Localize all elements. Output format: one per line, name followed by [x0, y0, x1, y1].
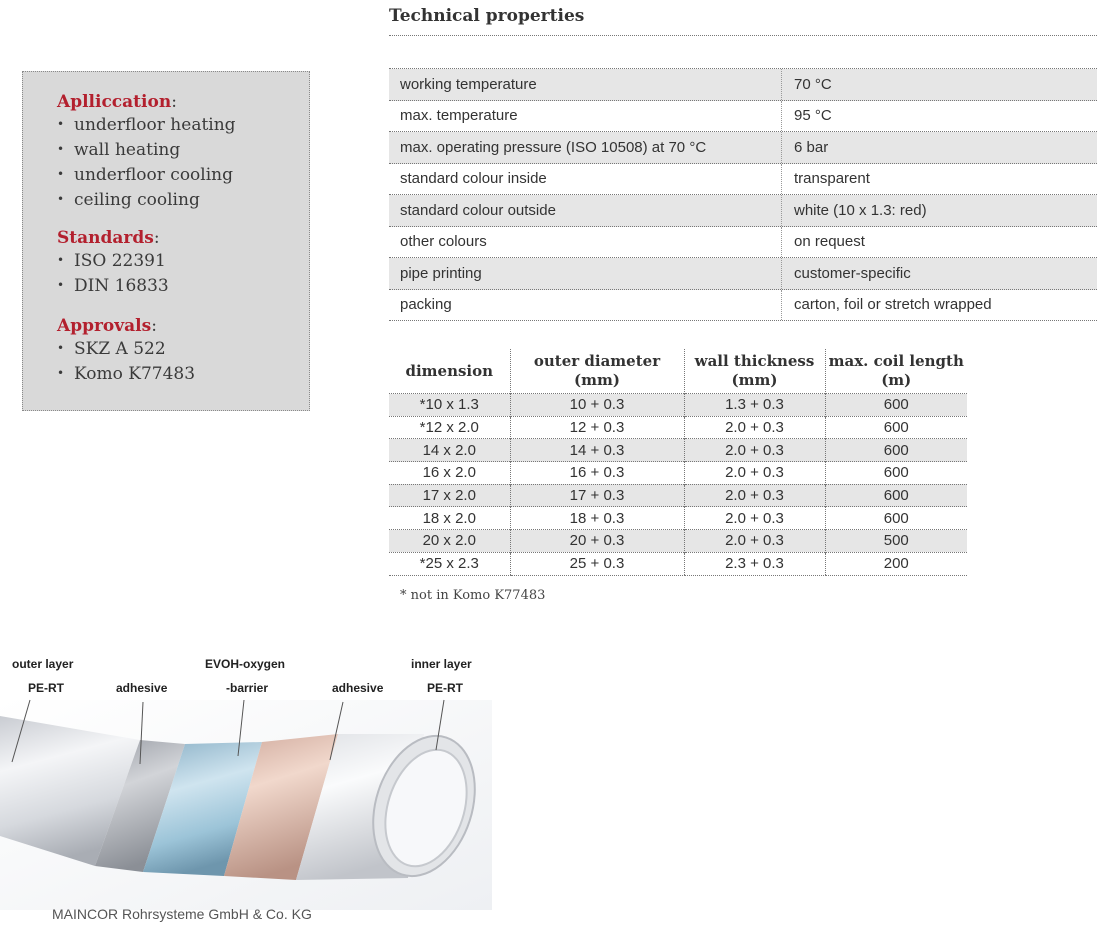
- cell-wall-thickness: 2.0 + 0.3: [684, 484, 825, 507]
- divider: [389, 35, 1097, 36]
- property-value: customer-specific: [794, 264, 911, 282]
- property-label: working temperature: [389, 69, 782, 100]
- cell-outer-diameter: 20 + 0.3: [510, 530, 684, 553]
- header-wall-thickness: wall thickness (mm): [684, 349, 825, 394]
- cell-dimension: 16 x 2.0: [389, 462, 510, 485]
- application-section: [57, 92, 236, 212]
- cell-dimension: *12 x 2.0: [389, 416, 510, 439]
- table-row: [389, 195, 1097, 227]
- cell-coil-length: 600: [825, 394, 967, 417]
- table-row: [389, 530, 967, 553]
- table-row: [389, 227, 1097, 259]
- pipe-cutaway-illustration: [0, 650, 495, 910]
- properties-table: [389, 68, 1097, 321]
- list-item: • SKZ A 522: [57, 339, 166, 359]
- property-value: on request: [794, 233, 865, 251]
- cell-dimension: 18 x 2.0: [389, 507, 510, 530]
- property-label: standard colour inside: [389, 164, 782, 195]
- cell-coil-length: 500: [825, 530, 967, 553]
- section-title: Technical properties: [389, 6, 585, 26]
- property-value: 70 °C: [794, 75, 832, 93]
- table-header-row: [389, 349, 967, 394]
- cell-dimension: *25 x 2.3: [389, 552, 510, 575]
- table-row: [389, 439, 967, 462]
- property-label: packing: [389, 290, 782, 321]
- dimensions-table: [389, 349, 967, 576]
- cell-outer-diameter: 10 + 0.3: [510, 394, 684, 417]
- label-adhesive-1: adhesive: [116, 681, 168, 695]
- application-heading: Aplliccation:: [57, 92, 177, 112]
- cell-outer-diameter: 16 + 0.3: [510, 462, 684, 485]
- cell-dimension: 20 x 2.0: [389, 530, 510, 553]
- cell-coil-length: 600: [825, 439, 967, 462]
- header-coil-length: max. coil length (m): [825, 349, 967, 394]
- property-label: pipe printing: [389, 258, 782, 289]
- list-item: • underfloor cooling: [57, 165, 234, 185]
- cell-coil-length: 600: [825, 416, 967, 439]
- list-item: • ISO 22391: [57, 251, 166, 271]
- property-label: max. operating pressure (ISO 10508) at 70 °C: [389, 132, 782, 163]
- cell-outer-diameter: 18 + 0.3: [510, 507, 684, 530]
- table-row: [389, 462, 967, 485]
- cell-outer-diameter: 17 + 0.3: [510, 484, 684, 507]
- cell-coil-length: 600: [825, 507, 967, 530]
- table-row: [389, 290, 1097, 322]
- cell-outer-diameter: 25 + 0.3: [510, 552, 684, 575]
- info-box: [22, 71, 310, 411]
- label-evoh: EVOH-oxygen: [205, 657, 286, 671]
- standards-list: [57, 248, 169, 298]
- property-value: 6 bar: [794, 138, 829, 156]
- table-row: [389, 101, 1097, 133]
- property-value: carton, foil or stretch wrapped: [794, 296, 992, 314]
- cell-wall-thickness: 2.0 + 0.3: [684, 416, 825, 439]
- approvals-heading: Approvals:: [57, 316, 157, 336]
- table-row: [389, 394, 967, 417]
- cell-wall-thickness: 2.0 + 0.3: [684, 507, 825, 530]
- property-value: transparent: [794, 170, 870, 188]
- table-row: [389, 69, 1097, 101]
- list-item: • ceiling cooling: [57, 190, 200, 210]
- table-row: [389, 416, 967, 439]
- cell-wall-thickness: 2.0 + 0.3: [684, 530, 825, 553]
- label-inner-material: PE-RT: [427, 681, 463, 695]
- label-barrier: -barrier: [226, 681, 269, 695]
- list-item: • underfloor heating: [57, 115, 236, 135]
- cell-outer-diameter: 12 + 0.3: [510, 416, 684, 439]
- table-row: [389, 552, 967, 575]
- cell-dimension: *10 x 1.3: [389, 394, 510, 417]
- label-outer-layer: outer layer: [12, 657, 74, 671]
- table-row: [389, 258, 1097, 290]
- cell-coil-length: 600: [825, 462, 967, 485]
- property-label: standard colour outside: [389, 195, 782, 226]
- table-row: [389, 484, 967, 507]
- cell-dimension: 14 x 2.0: [389, 439, 510, 462]
- cell-wall-thickness: 2.0 + 0.3: [684, 439, 825, 462]
- label-outer-material: PE-RT: [28, 681, 64, 695]
- footnote: * not in Komo K77483: [400, 588, 546, 603]
- cell-coil-length: 600: [825, 484, 967, 507]
- list-item: • Komo K77483: [57, 364, 196, 384]
- property-label: other colours: [389, 227, 782, 258]
- label-adhesive-2: adhesive: [332, 681, 384, 695]
- cell-wall-thickness: 2.0 + 0.3: [684, 462, 825, 485]
- list-item: • wall heating: [57, 140, 181, 160]
- standards-section: [57, 228, 169, 298]
- header-dimension: dimension: [405, 361, 494, 380]
- approvals-list: [57, 336, 195, 386]
- standards-heading: Standards:: [57, 228, 160, 248]
- property-label: max. temperature: [389, 101, 782, 132]
- cell-outer-diameter: 14 + 0.3: [510, 439, 684, 462]
- property-value: 95 °C: [794, 107, 832, 125]
- table-row: [389, 132, 1097, 164]
- application-list: [57, 112, 236, 212]
- table-row: [389, 164, 1097, 196]
- cell-wall-thickness: 1.3 + 0.3: [684, 394, 825, 417]
- cell-wall-thickness: 2.3 + 0.3: [684, 552, 825, 575]
- label-inner-layer: inner layer: [411, 657, 472, 671]
- header-outer-diameter: outer diameter (mm): [510, 349, 684, 394]
- approvals-section: [57, 316, 195, 386]
- cell-coil-length: 200: [825, 552, 967, 575]
- property-value: white (10 x 1.3: red): [794, 201, 927, 219]
- footer-company: MAINCOR Rohrsysteme GmbH & Co. KG: [52, 906, 312, 922]
- list-item: • DIN 16833: [57, 276, 169, 296]
- cell-dimension: 17 x 2.0: [389, 484, 510, 507]
- table-row: [389, 507, 967, 530]
